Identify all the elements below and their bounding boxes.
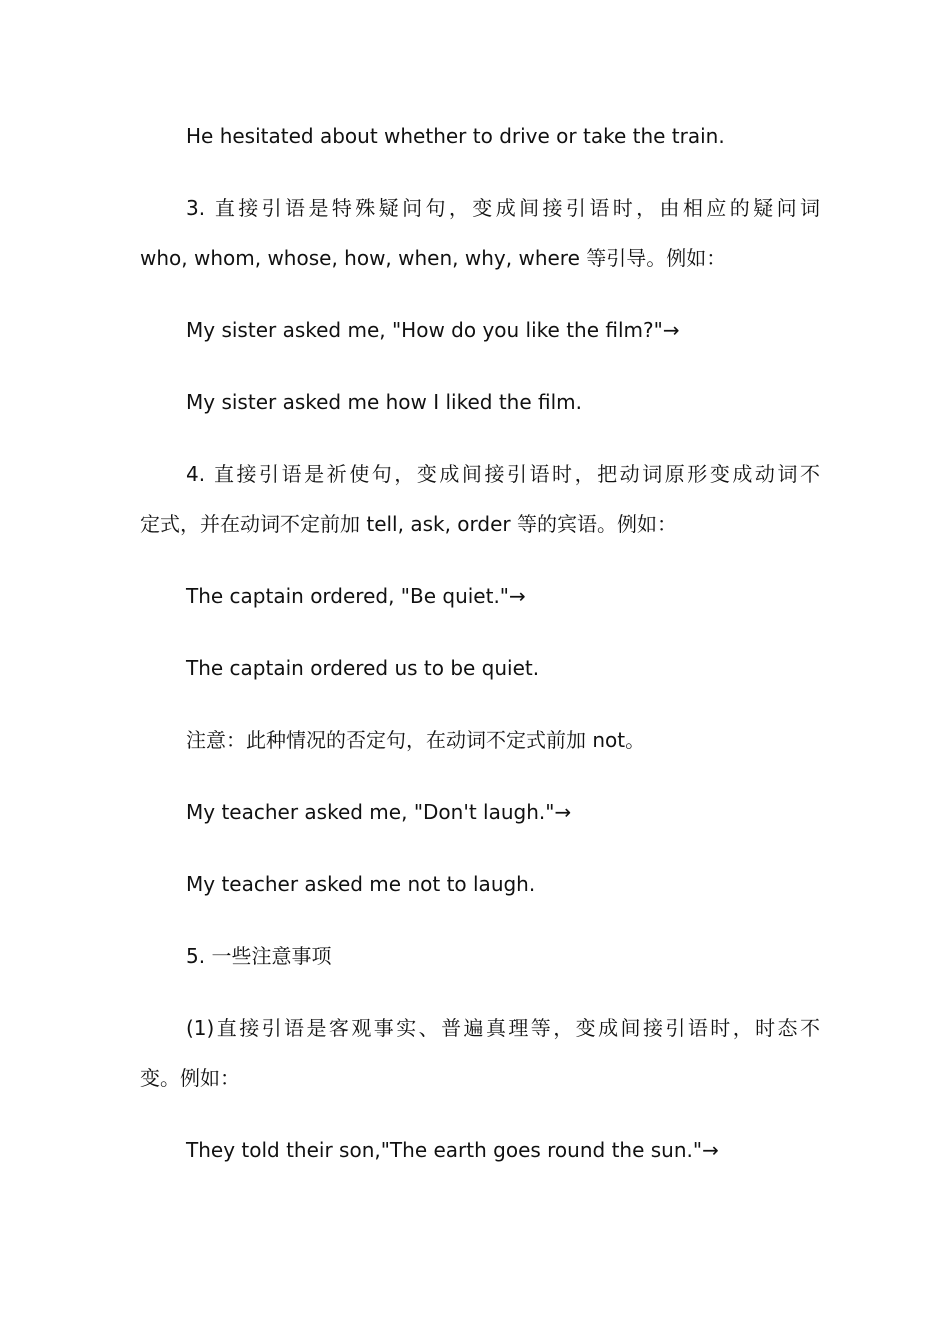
example-direct-speech: The captain ordered, "Be quiet."→: [186, 584, 526, 608]
rule-5-1-line-2: 变。例如：: [140, 1066, 240, 1090]
rule-3-line-1: 3. 直接引语是特殊疑问句，变成间接引语时，由相应的疑问词: [186, 196, 820, 220]
rule-5-1-line-1: (1)直接引语是客观事实、普遍真理等，变成间接引语时，时态不: [186, 1016, 820, 1040]
section-5-heading: 5. 一些注意事项: [186, 944, 332, 968]
example-indirect-speech: My sister asked me how I liked the film.: [186, 390, 583, 414]
example-direct-speech: They told their son,"The earth goes round the sun."→: [186, 1138, 719, 1162]
example-direct-speech: My sister asked me, "How do you like the film?"→: [186, 318, 680, 342]
example-direct-speech: My teacher asked me, "Don't laugh."→: [186, 800, 572, 824]
example-indirect-speech: My teacher asked me not to laugh.: [186, 872, 536, 896]
rule-3-line-2: who, whom, whose, how, when, why, where 等引导。例如：: [140, 246, 727, 270]
note-line: 注意：此种情况的否定句，在动词不定式前加 not。: [186, 728, 646, 752]
rule-4-line-2: 定式，并在动词不定前加 tell, ask, order 等的宾语。例如：: [140, 512, 677, 536]
example-indirect-speech: The captain ordered us to be quiet.: [186, 656, 540, 680]
example-sentence: He hesitated about whether to drive or take the train.: [186, 124, 725, 148]
rule-4-line-1: 4. 直接引语是祈使句，变成间接引语时，把动词原形变成动词不: [186, 462, 820, 486]
